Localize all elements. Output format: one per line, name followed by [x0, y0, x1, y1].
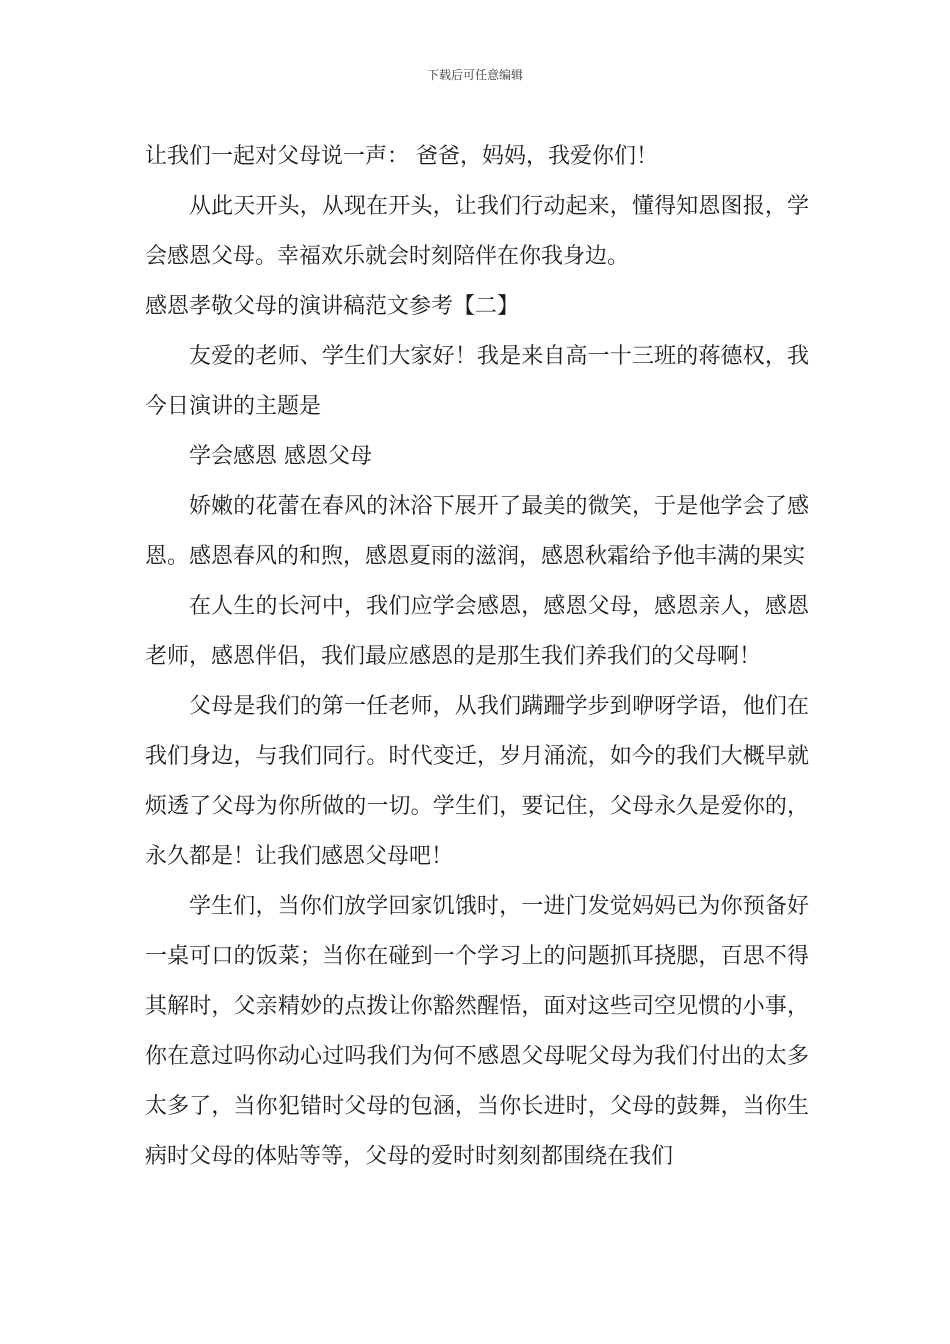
- paragraph-everyday-care: 学生们，当你们放学回家饥饿时，一进门发觉妈妈已为你预备好一桌可口的饭菜；当你在碰到一个学习上的问题抓耳挠腮，百思不得其解时，父亲精妙的点拨让你豁然醒悟，面对这些司空见惯的小事，你在意过吗你动心过吗我们为何不感恩父母呢父母为我们付出的太多太多了，当你犯错时父母的包涵，当你长进时，父母的鼓舞，当你生病时父母的体贴等等，父母的爱时时刻刻都围绕在我们: [145, 894, 809, 1169]
- speech-topic: 学会感恩 感恩父母: [189, 444, 372, 469]
- paragraph-life-river: 在人生的长河中，我们应学会感恩，感恩父母，感恩亲人，感恩老师，感恩伴侣，我们最应感恩的是那生我们养我们的父母啊！: [145, 594, 809, 669]
- section-title: 感恩孝敬父母的演讲稿范文参考【二】: [145, 294, 520, 319]
- paragraph-closing-line: 让我们一起对父母说一声： 爸爸，妈妈，我爱你们！: [145, 144, 658, 169]
- paragraph-greeting: 友爱的老师、学生们大家好！我是来自高一十三班的蒋德权，我今日演讲的主题是: [145, 344, 809, 419]
- paragraph-flower: 娇嫩的花蕾在春风的沐浴下展开了最美的微笑，于是他学会了感恩。感恩春风的和煦，感恩夏雨的滋润，感恩秋霜给予他丰满的果实: [145, 494, 809, 569]
- paragraph-first-teacher: 父母是我们的第一任老师，从我们蹒跚学步到咿呀学语，他们在我们身边，与我们同行。时代变迁，岁月涌流，如今的我们大概早就烦透了父母为你所做的一切。学生们，要记住，父母永久是爱你的，永久都是！让我们感恩父母吧！: [145, 694, 809, 869]
- paragraph-action-call: 从此天开头，从现在开头，让我们行动起来，懂得知恩图报，学会感恩父母。幸福欢乐就会时刻陪伴在你我身边。: [145, 194, 809, 269]
- document-body: [145, 132, 809, 1182]
- page-header: 下载后可任意编辑: [426, 68, 523, 82]
